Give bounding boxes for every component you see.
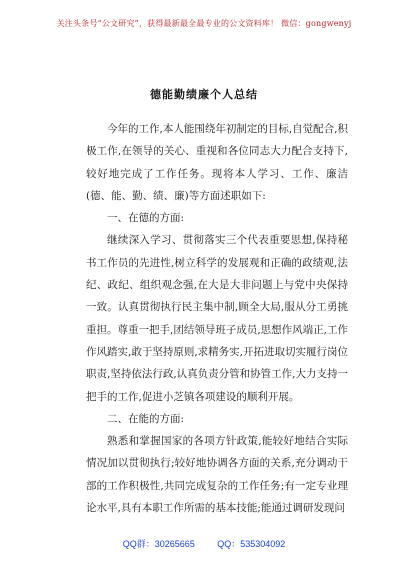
header-banner: 关注头条号“公文研究”，获得最新最全最专业的公文资料库！ 微信：gongwenyj: [56, 19, 352, 28]
section-heading-de: 一、在德的方面:: [107, 212, 185, 225]
footer-qq: QQ：535304092: [217, 539, 286, 549]
paragraph-neng: 熟悉和掌握国家的各项方针政策,能较好地结合实际情况加以贯彻执行;较好地协调各方面的关系,充分调动干部的工作积极性,共同完成复杂的工作任务;有一定专业理论水平,具有本职工作所需的基本技能;能通过调研发现问: [86, 435, 348, 515]
paragraph-intro: 今年的工作,本人能围绕年初制定的目标,自觉配合,积极工作,在领导的关心、重视和各位同志大力配合支持下,较好地完成了工作任务。现将本人学习、工作、廉洁(德、能、勤、绩、廉)等方面述职如下:: [86, 123, 349, 202]
paragraph-de: 继续深入学习、贯彻落实三个代表重要思想,保持秘书工作员的先进性,树立科学的发展观和正确的政绩观,法纪、政纪、组织观念强,在大是大非问题上与党中央保持一致。认真贯彻执行民主集中制,顾全大局,服从分工勇挑重担。尊重一把手,团结领导班子成员,思想作风端正,工作作风踏实,敢于坚持原则,求精务实,开拓进取切实履行岗位职责,坚持依法行政,认真负责分管和协管工作,大力支持一把手的工作,促进小芝镇各项建设的顺利开展。: [86, 234, 349, 403]
document-title: 德能勤绩廉个人总结: [150, 88, 258, 101]
section-heading-neng: 二、在能的方面:: [107, 412, 185, 425]
document-body: [86, 118, 348, 519]
footer-contact: [0, 537, 408, 550]
footer-qq-group: QQ群：30265665: [122, 539, 195, 549]
